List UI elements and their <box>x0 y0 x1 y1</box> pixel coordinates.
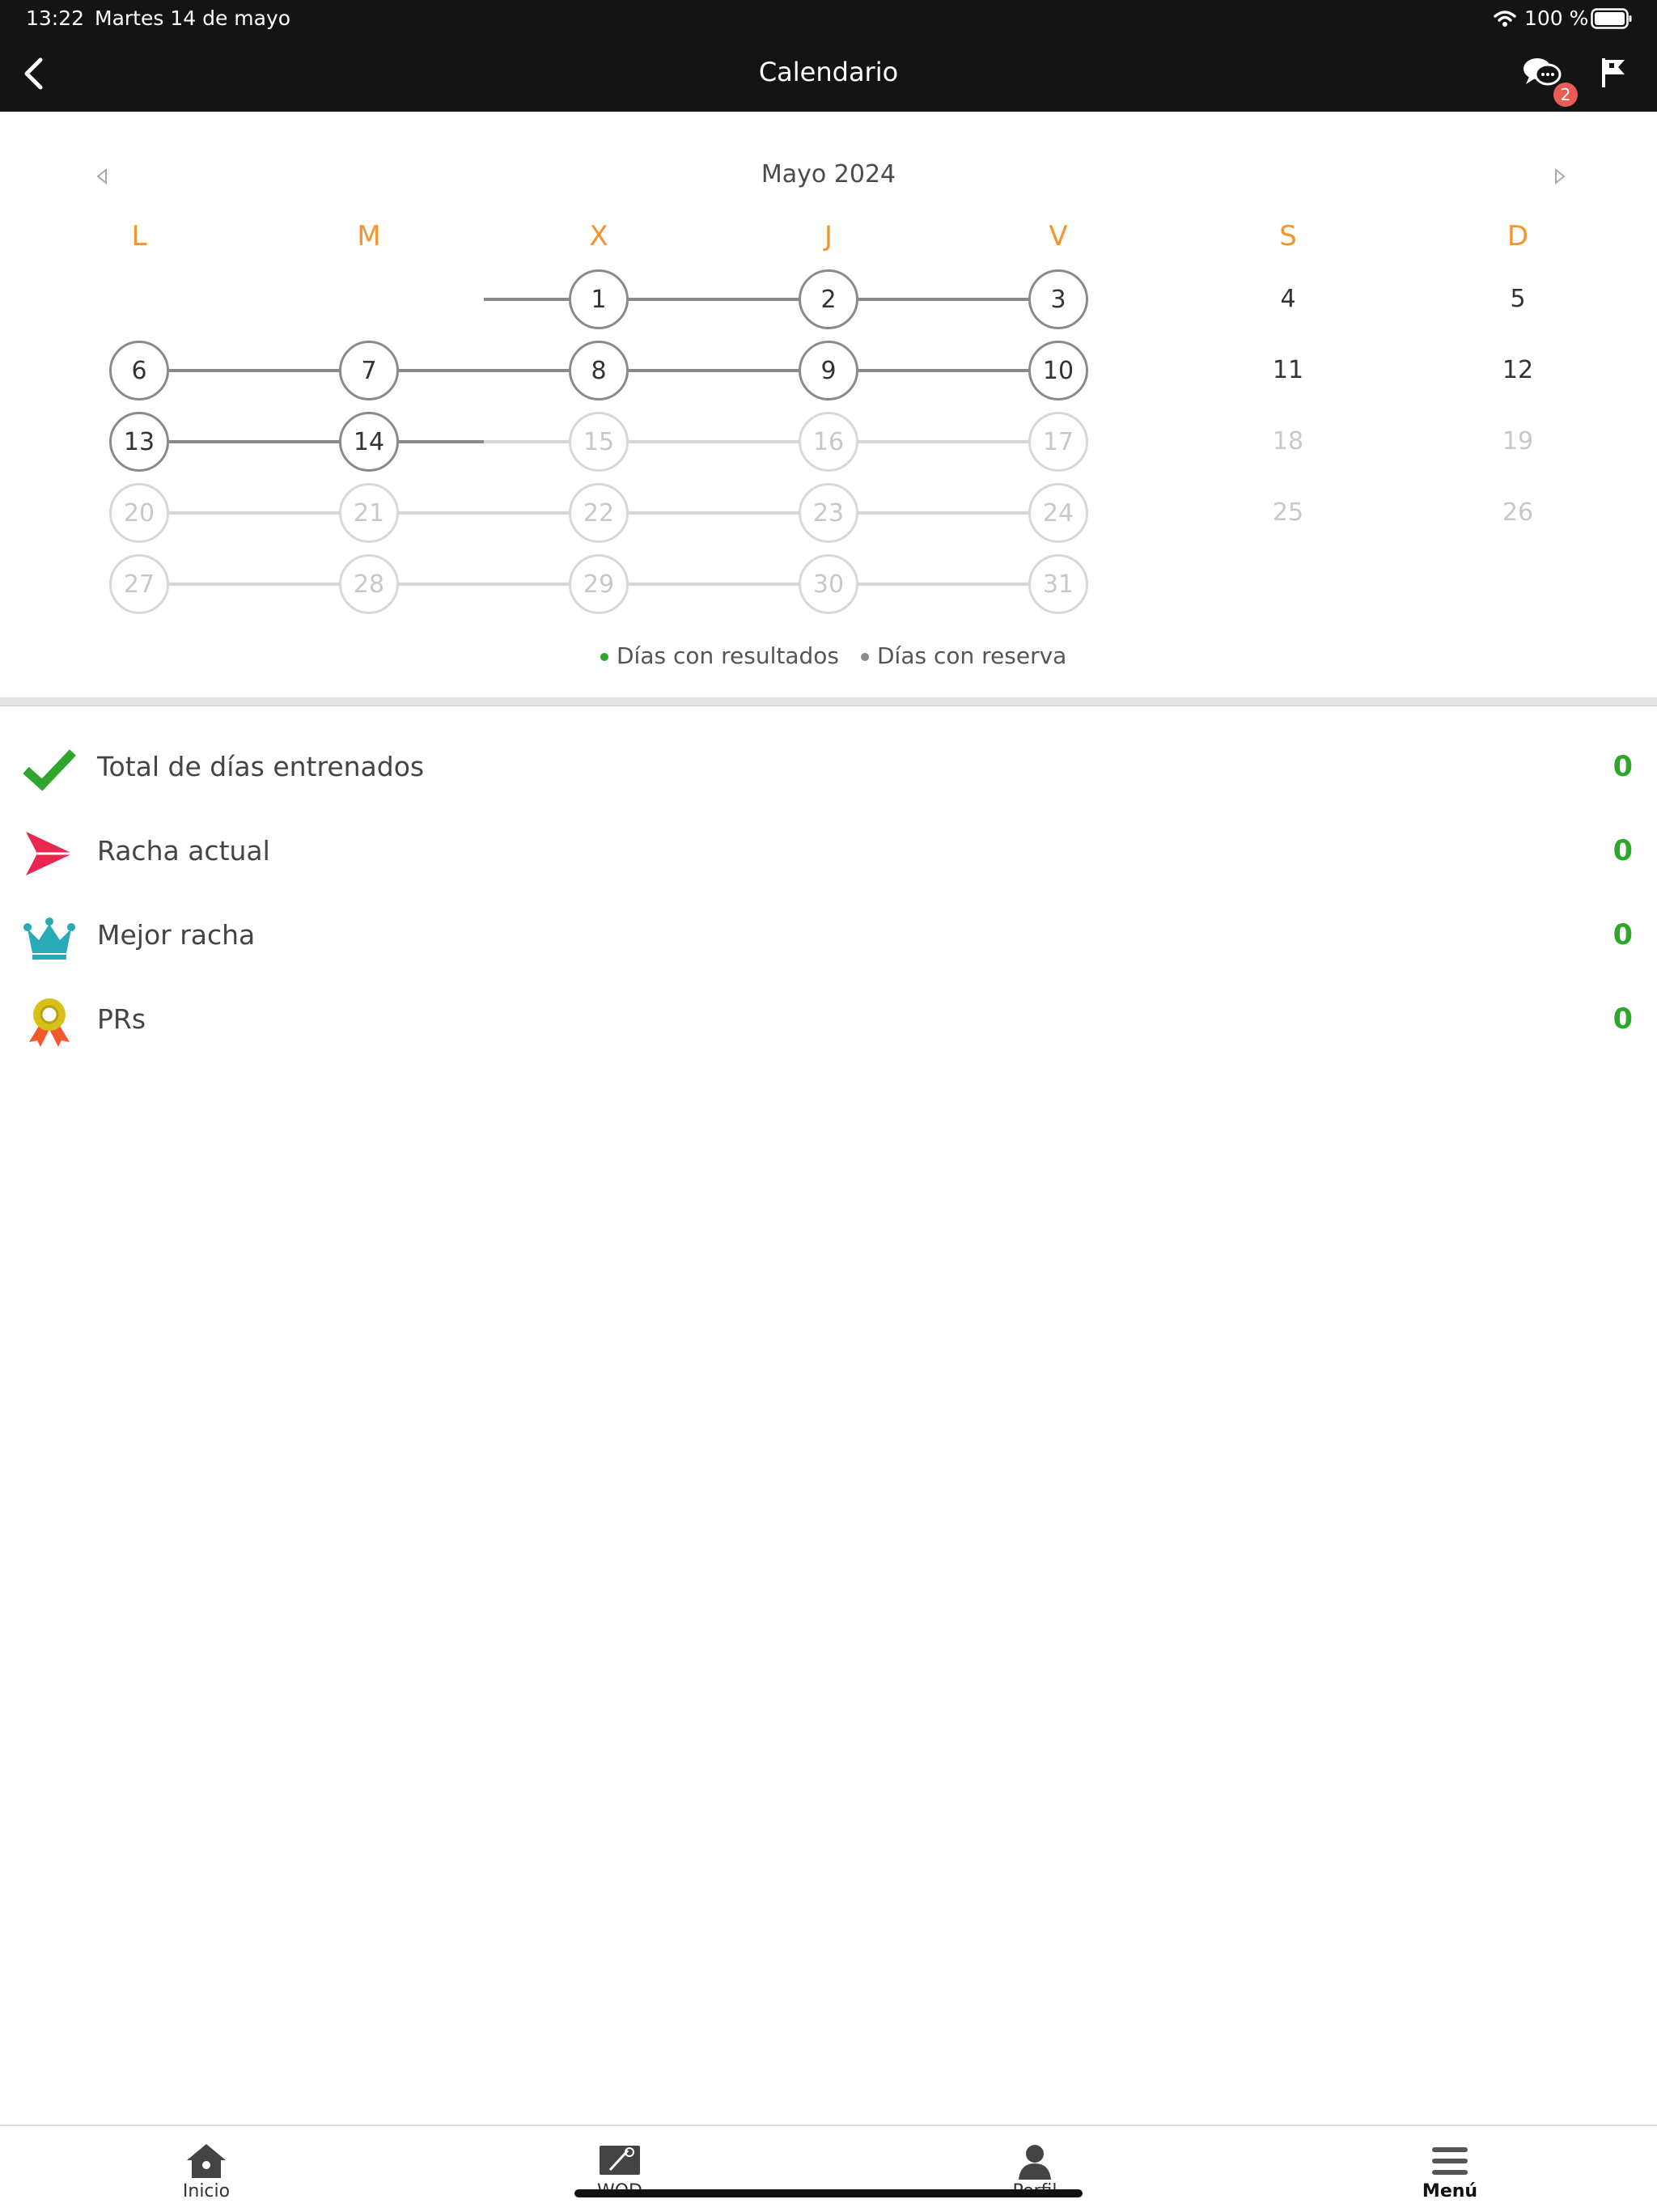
calendar-day[interactable]: 15 <box>569 412 629 472</box>
chat-badge: 2 <box>1553 83 1578 107</box>
calendar-day[interactable]: 26 <box>1502 498 1534 527</box>
crown-icon <box>23 911 76 964</box>
top-bar <box>0 0 1657 112</box>
calendar-day[interactable]: 31 <box>1028 554 1088 614</box>
legend-dot-reservations <box>861 653 869 661</box>
tab-label: Menú <box>1422 2181 1478 2201</box>
weekday-label: V <box>1049 220 1068 252</box>
stat-label: PRs <box>97 1003 146 1035</box>
stat-label: Total de días entrenados <box>97 751 425 782</box>
battery-percent: 100 % <box>1524 6 1589 30</box>
day-connector <box>369 511 599 515</box>
day-connector <box>599 583 828 586</box>
tab-inicio[interactable] <box>125 2126 287 2212</box>
check-icon <box>23 743 76 796</box>
medal-icon <box>23 995 76 1049</box>
stat-current-streak <box>0 811 1657 892</box>
menu-icon <box>1426 2141 1474 2181</box>
weekday-label: L <box>131 220 147 252</box>
calendar-day[interactable]: 28 <box>339 554 399 614</box>
stat-value: 0 <box>1613 751 1633 783</box>
wifi-icon <box>1494 10 1516 28</box>
calendar-day[interactable]: 19 <box>1502 427 1534 456</box>
calendar-day[interactable]: 12 <box>1502 356 1534 384</box>
calendar-day[interactable]: 27 <box>109 554 169 614</box>
day-connector <box>369 369 599 372</box>
next-month-arrow-icon[interactable] <box>1553 168 1566 184</box>
weekday-label: M <box>357 220 381 252</box>
calendar-day[interactable]: 14 <box>339 412 399 472</box>
calendar-day[interactable]: 17 <box>1028 412 1088 472</box>
day-connector <box>828 511 1058 515</box>
calendar-day[interactable]: 8 <box>569 341 629 400</box>
day-connector <box>828 369 1058 372</box>
calendar-day[interactable]: 24 <box>1028 483 1088 543</box>
day-connector <box>139 369 369 372</box>
day-connector <box>828 440 1058 443</box>
battery-icon <box>1591 8 1633 29</box>
status-date: Martes 14 de mayo <box>95 6 291 30</box>
home-icon <box>182 2141 231 2181</box>
calendar-day[interactable]: 7 <box>339 341 399 400</box>
day-connector <box>599 298 828 301</box>
legend-dot-results <box>600 653 608 661</box>
stat-label: Racha actual <box>97 835 270 867</box>
tab-label: Inicio <box>182 2181 231 2201</box>
profile-icon <box>1011 2141 1059 2181</box>
legend-label-results: Días con resultados <box>617 642 840 669</box>
stat-total-days <box>0 727 1657 807</box>
day-connector <box>139 440 369 443</box>
stat-value: 0 <box>1613 919 1633 951</box>
stat-value: 0 <box>1613 835 1633 867</box>
calendar-day[interactable]: 20 <box>109 483 169 543</box>
calendar-day[interactable]: 9 <box>799 341 858 400</box>
stat-label: Mejor racha <box>97 919 256 951</box>
calendar-day[interactable]: 11 <box>1272 356 1304 384</box>
calendar-day[interactable]: 21 <box>339 483 399 543</box>
page-title: Calendario <box>758 57 899 87</box>
home-indicator <box>574 2189 1083 2197</box>
tab-menu[interactable] <box>1369 2126 1531 2212</box>
day-connector <box>139 583 369 586</box>
day-connector <box>369 583 599 586</box>
tab-bar <box>0 2125 1657 2212</box>
calendar-day[interactable]: 5 <box>1510 285 1526 313</box>
calendar-day[interactable]: 16 <box>799 412 858 472</box>
day-connector <box>828 583 1058 586</box>
tab-perfil[interactable] <box>954 2126 1116 2212</box>
calendar-day[interactable]: 29 <box>569 554 629 614</box>
calendar-day[interactable]: 6 <box>109 341 169 400</box>
calendar-day[interactable]: 23 <box>799 483 858 543</box>
section-divider <box>0 697 1657 706</box>
weekday-label: S <box>1279 220 1297 252</box>
day-connector <box>599 511 828 515</box>
legend-label-reservations: Días con reserva <box>877 642 1067 669</box>
weekday-label: D <box>1507 220 1529 252</box>
legend-results <box>600 642 839 669</box>
calendar-day[interactable]: 22 <box>569 483 629 543</box>
stat-value: 0 <box>1613 1003 1633 1036</box>
calendar-day[interactable]: 30 <box>799 554 858 614</box>
calendar-day[interactable]: 25 <box>1272 498 1304 527</box>
calendar-day[interactable]: 2 <box>799 269 858 329</box>
day-connector <box>599 440 828 443</box>
weekday-label: X <box>589 220 608 252</box>
wod-icon <box>595 2141 644 2181</box>
legend-reservations <box>861 642 1066 669</box>
day-connector <box>139 511 369 515</box>
stat-prs <box>0 979 1657 1060</box>
calendar-day[interactable]: 3 <box>1028 269 1088 329</box>
day-connector <box>828 298 1058 301</box>
calendar-day[interactable]: 10 <box>1028 341 1088 400</box>
stat-best-streak <box>0 895 1657 976</box>
paper-plane-icon <box>23 827 76 880</box>
status-time: 13:22 <box>26 6 85 30</box>
flag-icon[interactable] <box>1600 57 1628 89</box>
tab-wod[interactable] <box>539 2126 701 2212</box>
calendar-day[interactable]: 13 <box>109 412 169 472</box>
calendar-day[interactable]: 4 <box>1280 285 1296 313</box>
calendar-day[interactable]: 1 <box>569 269 629 329</box>
weekday-label: J <box>824 220 833 252</box>
day-connector <box>599 369 828 372</box>
calendar-day[interactable]: 18 <box>1272 427 1304 456</box>
month-label: Mayo 2024 <box>761 160 896 189</box>
